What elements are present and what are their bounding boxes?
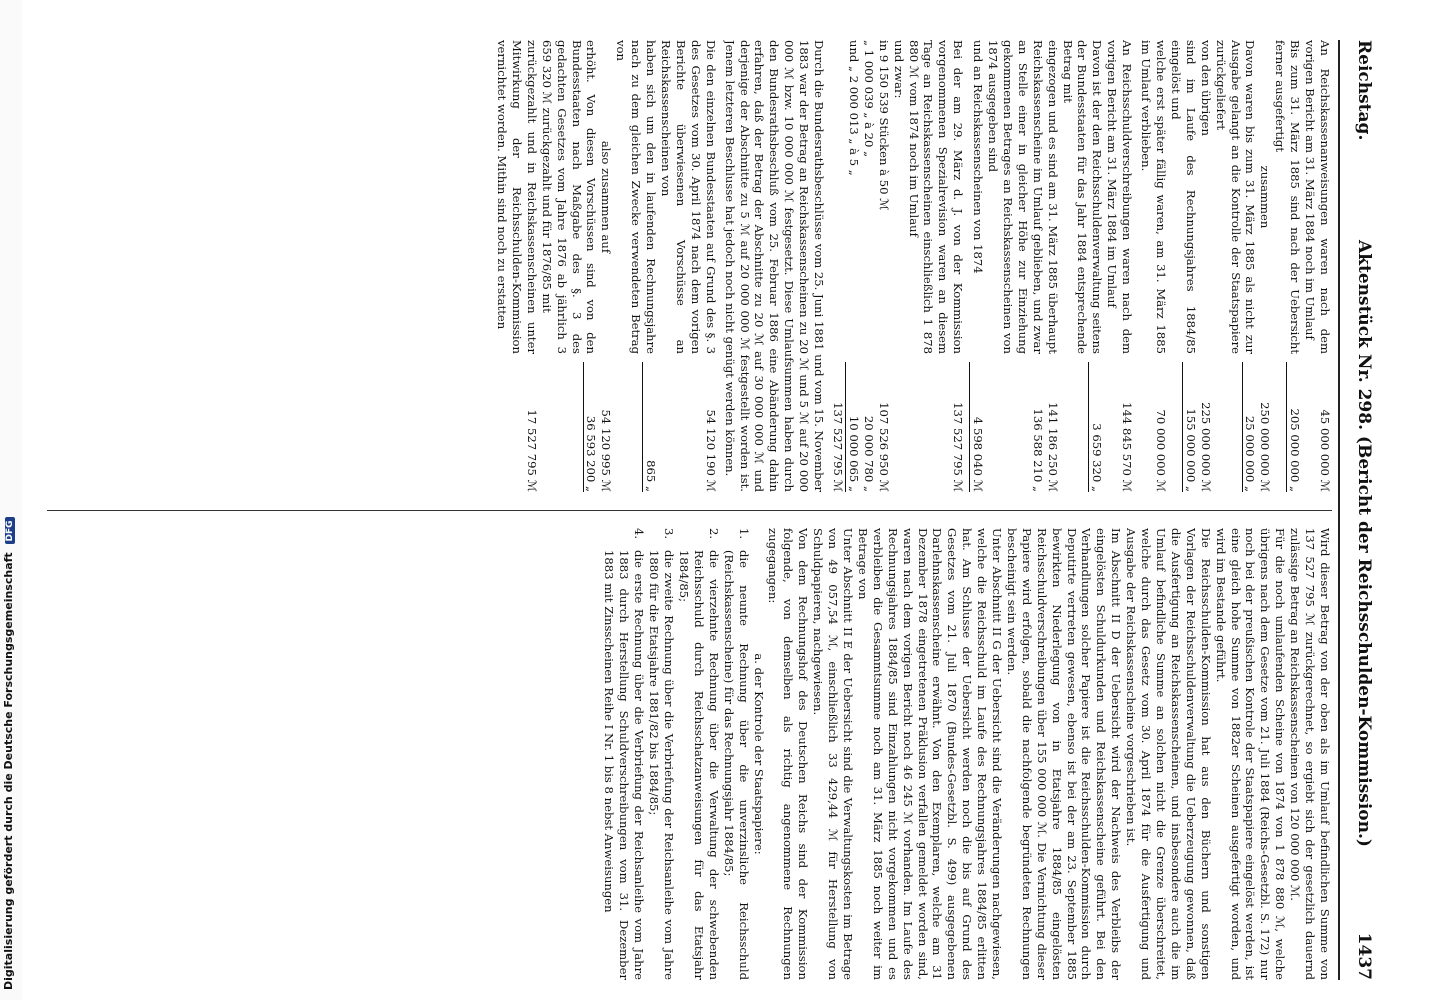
- entry-text: An Reichsschuldverschreibungen waren nach dem vorigen Bericht am 31. März 1884 im Umlauf: [1105, 40, 1135, 354]
- paragraph: Durch die Bundesrathsbeschlüsse vom 25. Juni 1881 und vom 15. November 1883 war der Betrag an Reichskassenscheinen zu 20 ℳ und 5 ℳ auf 20 000 000 ℳ bzw. 10 000 000 ℳ festgesetzt. Diese Umlaufsummen haben durch den Bundesrathsbeschluß vom 25. Februar 1886 eine Abänderung dahin erfahren, daß der Betrag der Abschnitte zu 20 ℳ auf 30 000 000 ℳ und derjenige der Abschnitte zu 5 ℳ auf 20 000 000 ℳ festgestellt worden ist. Jenem letzteren Beschlusse hat jedoch noch nicht genügt werden können.: [722, 40, 827, 492]
- entry-row: [539, 40, 599, 492]
- column-divider: [47, 510, 1332, 511]
- denomination-text: und „ 2 000 013 „ à 5 „: [846, 40, 861, 176]
- header-subtitle: Aktenstück Nr. 298. (Bericht der Reichsschulden-Kommission.): [1354, 240, 1374, 847]
- entry-text: und an Reichskassenscheinen von 1874: [971, 40, 986, 274]
- entry-amount: 137 527 795 ℳ: [951, 402, 966, 492]
- dfg-logo-icon: DFG: [5, 517, 15, 544]
- entry-text: welche erst später fällig waren, am 31. März 1885 im Umlauf verblieben.: [1139, 40, 1169, 354]
- denomination-total-row: [830, 40, 845, 492]
- entry-amount: 136 588 210 „: [1030, 408, 1045, 492]
- entry-text: Davon waren bis zum 31. März 1885 als nicht zur Ausgabe gelangt an die Kontrolle der Staatspapiere zurückgeliefert: [1213, 40, 1258, 354]
- entry-row: [599, 40, 614, 492]
- entry-amount: 70 000 000 ℳ: [1154, 409, 1169, 492]
- entry-row: [1168, 40, 1198, 492]
- list-text: die vierzehnte Rechnung über die Verwaltung der schwebenden Reichsschuld durch Reichsschatzanweisungen für das Etatsjahr 1884/85;: [677, 550, 721, 980]
- list-item: [602, 528, 647, 980]
- entry-text: An Reichskassenanweisungen waren nach dem vorigen Bericht am 31. März 1884 noch im Umlauf: [1303, 40, 1332, 354]
- entry-text: zusammen: [1258, 165, 1273, 229]
- entry-amount: 25 000 000 „: [1242, 362, 1258, 492]
- dfg-credit: [2, 517, 15, 990]
- entry-text: von den übrigen: [1198, 40, 1213, 137]
- entry-amount: 54 120 995 ℳ: [599, 409, 614, 492]
- entry-text: Bis zum 31. März 1885 sind nach der Uebersicht ferner ausgefertigt: [1273, 40, 1303, 354]
- entry-amount: 865 „: [642, 362, 658, 492]
- entry-amount: 54 120 190 ℳ: [703, 409, 718, 492]
- entry-row: [1213, 40, 1258, 492]
- entry-text: also zusammen auf: [599, 140, 614, 254]
- entry-row: [1138, 40, 1168, 492]
- list-number: 4.: [632, 528, 647, 540]
- entry-row: [906, 40, 966, 492]
- page-number: 1437: [1354, 932, 1374, 980]
- right-column: [42, 528, 1332, 980]
- page-header: [1338, 40, 1380, 980]
- denomination-amount: 10 000 065 „: [845, 362, 861, 492]
- entry-row: [1060, 40, 1105, 492]
- paragraph: Von dem Rechnungshof des Deutschen Reichs sind der Kommission folgende, von demselben als richtig angenommene Rechnungen zugegangen:: [766, 528, 811, 980]
- denomination-row: [876, 40, 891, 492]
- entry-row: [658, 40, 718, 492]
- entry-row: [1045, 40, 1060, 492]
- entry-amount: 4 598 040 ℳ: [969, 362, 985, 492]
- paragraph: Unter Abschnitt II E der Uebersicht sind die Verwaltungskosten im Betrage von 49 057,54 ℳ, einschließlich 33 429,44 ℳ für Herstellung von Schuldpapieren, nachgewiesen.: [811, 528, 855, 980]
- document-page: [40, 40, 1380, 980]
- entry-row: [494, 40, 539, 492]
- entry-amount: 36 593 200 „: [583, 362, 599, 492]
- list-item: [646, 528, 676, 980]
- dfg-credit-text: Digitalisierung gefördert durch die Deutsche Forschungsgemeinschaft: [2, 552, 15, 990]
- entry-text: sind im Laufe des Rechnungsjahres 1884/85 eingelöst und: [1168, 40, 1198, 354]
- entry-row: [1302, 40, 1332, 492]
- entry-amount: 205 000 000 „: [1286, 362, 1302, 492]
- list-text: die neunte Rechnung über die unverzinsliche Reichsschuld (Reichskassenscheine) für das Rechnungsjahr 1884/85;: [721, 550, 751, 980]
- entry-amount: 225 000 000 ℳ: [1198, 402, 1213, 492]
- digitization-sidebar: [0, 0, 22, 1000]
- paragraph: Wird dieser Betrag von der oben als im Umlauf befindlichen Summe von 137 527 795 ℳ zurückgerechnet, so ergiebt sich der gesetzlich dauernd zulässige Betrag an Reichskassenscheinen von 120 000 000 ℳ.: [1288, 528, 1332, 980]
- entry-row: [1257, 40, 1272, 492]
- entry-text: Die den einzelnen Bundesstaaten auf Grund des §. 3 des Gesetzes vom 30. April 1874 nach dem vorigen Berichte überwiesenen Vorschüsse an Reichskassenscheinen von: [659, 40, 718, 354]
- entry-text: Davon ist der den Reichsschuldenverwaltung seitens der Bundesstaaten für das Jahr 1884 entsprechende Betrag mit: [1060, 40, 1105, 354]
- entry-text: erhöht. Von diesen Vorschüssen sind von den Bundesstaaten nach Maßgabe des §. 3 des gedachten Gesetzes vom Jahre 1876 ab jährlich 3 659 320 ℳ zurückgezahlt und für 1876/85 mit: [539, 40, 599, 354]
- denomination-amount: 107 526 950 ℳ: [876, 402, 891, 492]
- denomination-amount: 20 000 780 „: [861, 415, 876, 492]
- denomination-row: [845, 40, 861, 492]
- section-heading: a. der Kontrole der Staatspapiere:: [751, 653, 766, 855]
- entry-text: Bei der am 29. März d. J. von der Kommission vorgenommenen Spezialrevision waren an diesem Tage an Reichskassenscheinen einschließlich 1 878 880 ℳ vom 1874 noch im Umlauf: [906, 40, 966, 354]
- header-rule: [1338, 40, 1340, 980]
- list-text: die zweite Rechnung über die Verbriefung der Reichsanleihe vom Jahre 1880 für die Etatsjahre 1881/82 bis 1884/85;: [647, 550, 677, 980]
- entry-row: [985, 40, 1045, 492]
- denomination-row: [861, 40, 876, 492]
- denomination-text: in 9 150 539 Stücken à 50 ℳ: [876, 40, 891, 211]
- entry-text: eingezogen und es sind am 31. März 1885 überhaupt: [1045, 40, 1060, 354]
- denomination-total: 137 527 795 ℳ: [831, 402, 845, 492]
- denomination-text: „ 1 000 039 „ à 20 „: [861, 40, 876, 158]
- paragraph: und zwar:: [891, 40, 906, 99]
- entry-text: haben sich um den in laufenden Rechnungsjahre nach zu dem gleichen Zwecke verwendeten Betrag von: [614, 40, 659, 354]
- header-title: Reichstag.: [1354, 40, 1374, 141]
- list-text: die erste Rechnung über die Verbriefung der Reichsanleihe vom Jahre 1883 durch Herstellung Schuldverschreibungen vom 31. Dezember 1883 mit Zinsscheinen Reihe I Nr. 1 bis 8 nebst Anweisungen: [602, 550, 647, 980]
- paragraph: Die Reichsschulden-Kommission hat aus den Büchern und sonstigen Vorlagen der Reichsschuldenverwaltung die Ueberzeugung gewonnen, daß die Ausfertigung an Reichskassenscheinen, und insbesondere auch die im Umlauf befindliche Summe an solchen nicht die Grenze überschreitet, welche durch das Gesetz vom 30. April 1874 für die Ausfertigung und Ausgabe der Reichskassenscheine vorgeschrieben ist.: [1124, 528, 1213, 980]
- entry-amount: 250 000 000 ℳ: [1258, 402, 1273, 492]
- list-number: 2.: [706, 528, 721, 540]
- entry-row: [969, 40, 985, 492]
- entry-amount: 141 186 250 ℳ: [1045, 402, 1060, 492]
- entry-row: [613, 40, 658, 492]
- list-number: 3.: [662, 528, 677, 540]
- entry-amount: 155 000 000 „: [1182, 362, 1198, 492]
- entry-row: [1104, 40, 1134, 492]
- entry-row: [1198, 40, 1213, 492]
- list-item: [721, 528, 751, 980]
- entry-row: [1272, 40, 1302, 492]
- entry-text: zurückgezahlt und in Reichskassenscheinen unter Mitwirkung der Reichsschulden-Kommission vernichtet worden. Mithin sind noch zu erstatten: [495, 40, 539, 354]
- list-item: [676, 528, 721, 980]
- entry-text: Reichskassenscheine im Umlauf geblieben, und zwar an Stelle einer in gleicher Höhe zur Einziehung gekommenen Betrages an Reichskassenscheinen von 1874 ausgegeben sind: [986, 40, 1045, 354]
- entry-amount: 45 000 000 ℳ: [1318, 409, 1332, 492]
- left-column: [42, 40, 1332, 492]
- entry-amount: 17 527 795 ℳ: [524, 409, 539, 492]
- paragraph: Unter Abschnitt II G der Uebersicht sind die Veränderungen nachgewiesen, welche die Reichsschuld im Laufe des Rechnungsjahres 1884/85 erlitten hat. Am Schlusse der Uebersicht werden noch die bis auf Grund des Gesetzes vom 21. Juli 1870 (Bundes-Gesetzbl. S. 499) ausgegebenen Darlehnskassenscheine erwähnt. Von den Exemplaren, welche am 31 Dezember 1878 eingetretenen Präklusion verfallen gemeldet worden sind, waren nach dem vorigen Bericht noch 46 245 ℳ vorhanden. Im Laufe des Rechnungsjahres 1884/85 sind Einzahlungen nicht vorgekommen und es verbleiben die Gesammtsumme noch am 31. März 1885 noch weiter im Betrage von: [855, 528, 1005, 980]
- entry-amount: 3 659 320 „: [1089, 362, 1105, 492]
- entry-amount: 144 845 570 ℳ: [1120, 402, 1135, 492]
- paragraph: Im Abschnitt II D der Uebersicht wird der Nachweis des Verbleibs der eingelösten Schuldurkunden und Reichskassenscheine geführt. Bei den Verhandlungen solcher Papiere ist die Reichsschulden-Kommission durch Deputirte vertreten gewesen, ebenso ist bei der am 23. September 1885 bewirkten Niederlegung von in Etatsjahre 1884/85 eingelösten Reichsschuldverschreibungen über 155 000 000 ℳ. Die Vernichtung dieser Papiere wird erfolgen, sobald die nachfolgende begründeten Rechnungen bescheinigt sein werden.: [1004, 528, 1124, 980]
- list-number: 1.: [736, 528, 751, 540]
- paragraph: Für die noch umlaufenden Scheine von 1874 von 1 878 880 ℳ, welche übrigens nach dem Gesetze vom 21. Juli 1884 (Reichs-Gesetzbl. S. 172) nur noch bei der preußischen Kontrole der Staatspapiere eingelöst werden, ist eine gleich hohe Summe von 1882er Scheinen ausgefertigt worden, und wird im Bestande geführt.: [1213, 528, 1288, 980]
